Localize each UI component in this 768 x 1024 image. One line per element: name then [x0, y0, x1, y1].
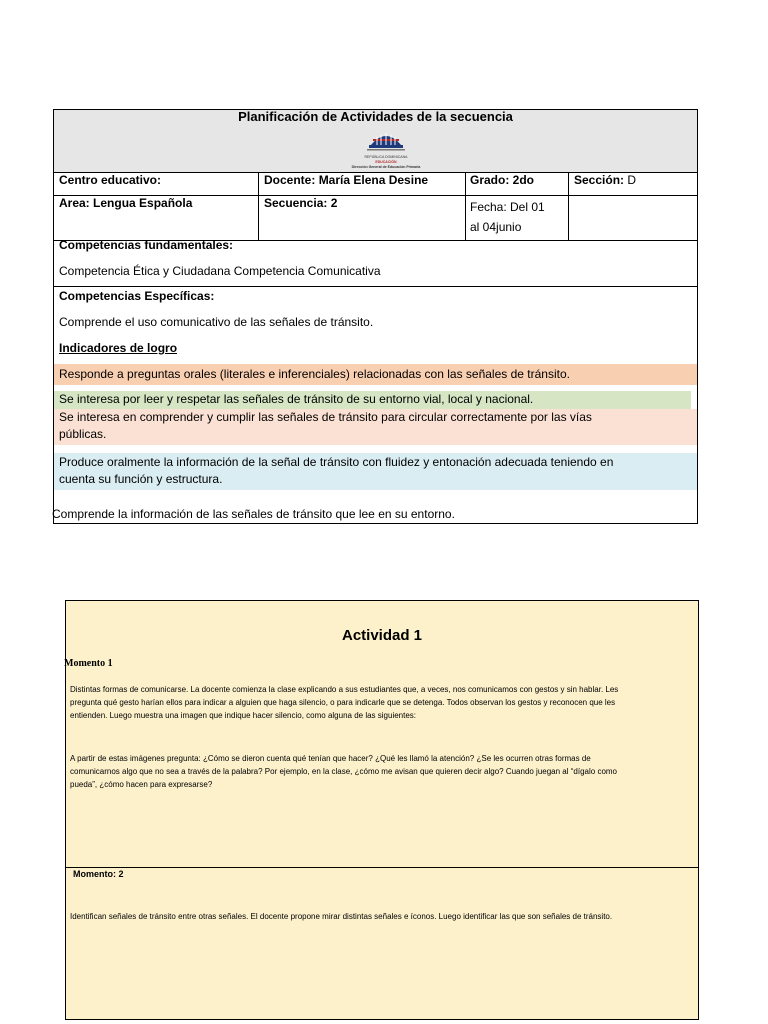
indicator-4-line-2: cuenta su función y estructura.: [59, 472, 223, 486]
activity-title: Actividad 1: [341, 627, 423, 644]
indicator-4-line-1: Produce oralmente la información de la señal de tránsito con fluidez y entonación adecuada teniendo en: [59, 455, 614, 469]
ministry-logo: [351, 125, 421, 171]
activity-box: [65, 600, 699, 1020]
row-divider: [54, 286, 697, 287]
indicator-3-line-2: públicas.: [59, 427, 107, 441]
indicator-1: Responde a preguntas orales (literales e inferenciales) relacionadas con las señales de tránsito.: [59, 367, 570, 381]
area-label: Area:: [59, 196, 90, 210]
indicator-2: Se interesa por leer y respetar las señales de tránsito de su entorno vial, local y nacional.: [59, 392, 534, 406]
indicator-band-3: [54, 409, 697, 445]
indicadores-label: Indicadores de logro: [59, 341, 178, 355]
momento-2-label: Momento: 2: [73, 869, 124, 879]
logo-line-1: REPÚBLICA DOMINICANA: [364, 155, 408, 159]
coat-of-arms-icon: [355, 125, 417, 155]
col-divider: [465, 172, 466, 240]
planning-table: [53, 109, 698, 524]
docente-value: María Elena Desine: [318, 173, 429, 187]
indicator-5: Comprende la información de las señales de tránsito que lee en su entorno.: [52, 507, 455, 521]
m1-p2-line-3: pueda”, ¿cómo hacen para expresarse?: [70, 780, 213, 789]
centro-label: Centro educativo:: [59, 173, 162, 187]
momento-1-paragraph-1: [70, 683, 618, 722]
comp-fund-value: Competencia Ética y Ciudadana Competencia Comunicativa: [59, 264, 381, 278]
col-divider: [568, 172, 569, 240]
logo-line-3: Dirección General de Educación Primaria: [351, 165, 421, 169]
indicator-band-2: [54, 391, 691, 409]
m1-p1-line-2: pregunta qué gesto harían ellos para indicar a alguien que haga silencio, o para indicarle que se detenga. Todos observan los gestos y reconocen que les: [70, 698, 616, 707]
planning-header: [54, 110, 697, 173]
docente-cell: [264, 173, 428, 188]
comp-fund-label: Competencias fundamentales:: [59, 238, 234, 252]
fecha-line-2: al 04junio: [470, 220, 522, 234]
m1-p1-line-1: Distintas formas de comunicarse. La docente comienza la clase explicando a sus estudiantes que, a veces, nos comunicamos con gestos y sin hablar. Les: [70, 685, 619, 694]
indicator-3-line-1: Se interesa en comprender y cumplir las señales de tránsito para circular correctamente por las vías: [59, 410, 592, 424]
area-cell: [59, 196, 192, 211]
seccion-label: Sección:: [574, 173, 625, 187]
col-divider: [258, 172, 259, 240]
planning-title: Planificación de Actividades de la secuencia: [238, 109, 513, 124]
m1-p2-line-1: A partir de estas imágenes pregunta: ¿Cómo se dieron cuenta qué tenían que hacer? ¿Qué les llamó la atención? ¿Se les ocurren otras formas de: [70, 754, 591, 763]
momento-1-paragraph-2: [70, 752, 617, 791]
fecha-line-1: Fecha: Del 01: [470, 200, 545, 214]
seccion-value: D: [627, 173, 637, 187]
m1-p1-line-3: entienden. Luego muestra una imagen que indique hacer silencio, como alguna de las siguientes:: [70, 711, 417, 720]
docente-label: Docente:: [264, 173, 316, 187]
seccion-cell: [574, 173, 636, 188]
indicator-band-1: [54, 364, 697, 385]
momento-2-paragraph: Identifican señales de tránsito entre otras señales. El docente propone mirar distintas señales e íconos. Luego identificar las que son señales de tránsito.: [70, 912, 613, 921]
logo-line-2: EDUCACIÓN: [375, 160, 397, 164]
momento-1-label: Momento 1: [64, 658, 113, 669]
secuencia-label: Secuencia: 2: [264, 196, 338, 210]
fecha-cell: [470, 197, 545, 237]
comp-esp-value: Comprende el uso comunicativo de las señales de tránsito.: [59, 315, 374, 329]
m1-p2-line-2: comunicarnos algo que no sea a través de la palabra? Por ejemplo, en la clase, ¿cómo me avisan que quieren decir algo? Cuando juegan al “dígalo como: [70, 767, 617, 776]
momento-divider: [66, 867, 698, 868]
grado-label: Grado: 2do: [470, 173, 535, 187]
comp-esp-label: Competencias Específicas:: [59, 289, 215, 303]
indicator-band-4: [54, 453, 697, 490]
area-value: Lengua Española: [93, 196, 193, 210]
